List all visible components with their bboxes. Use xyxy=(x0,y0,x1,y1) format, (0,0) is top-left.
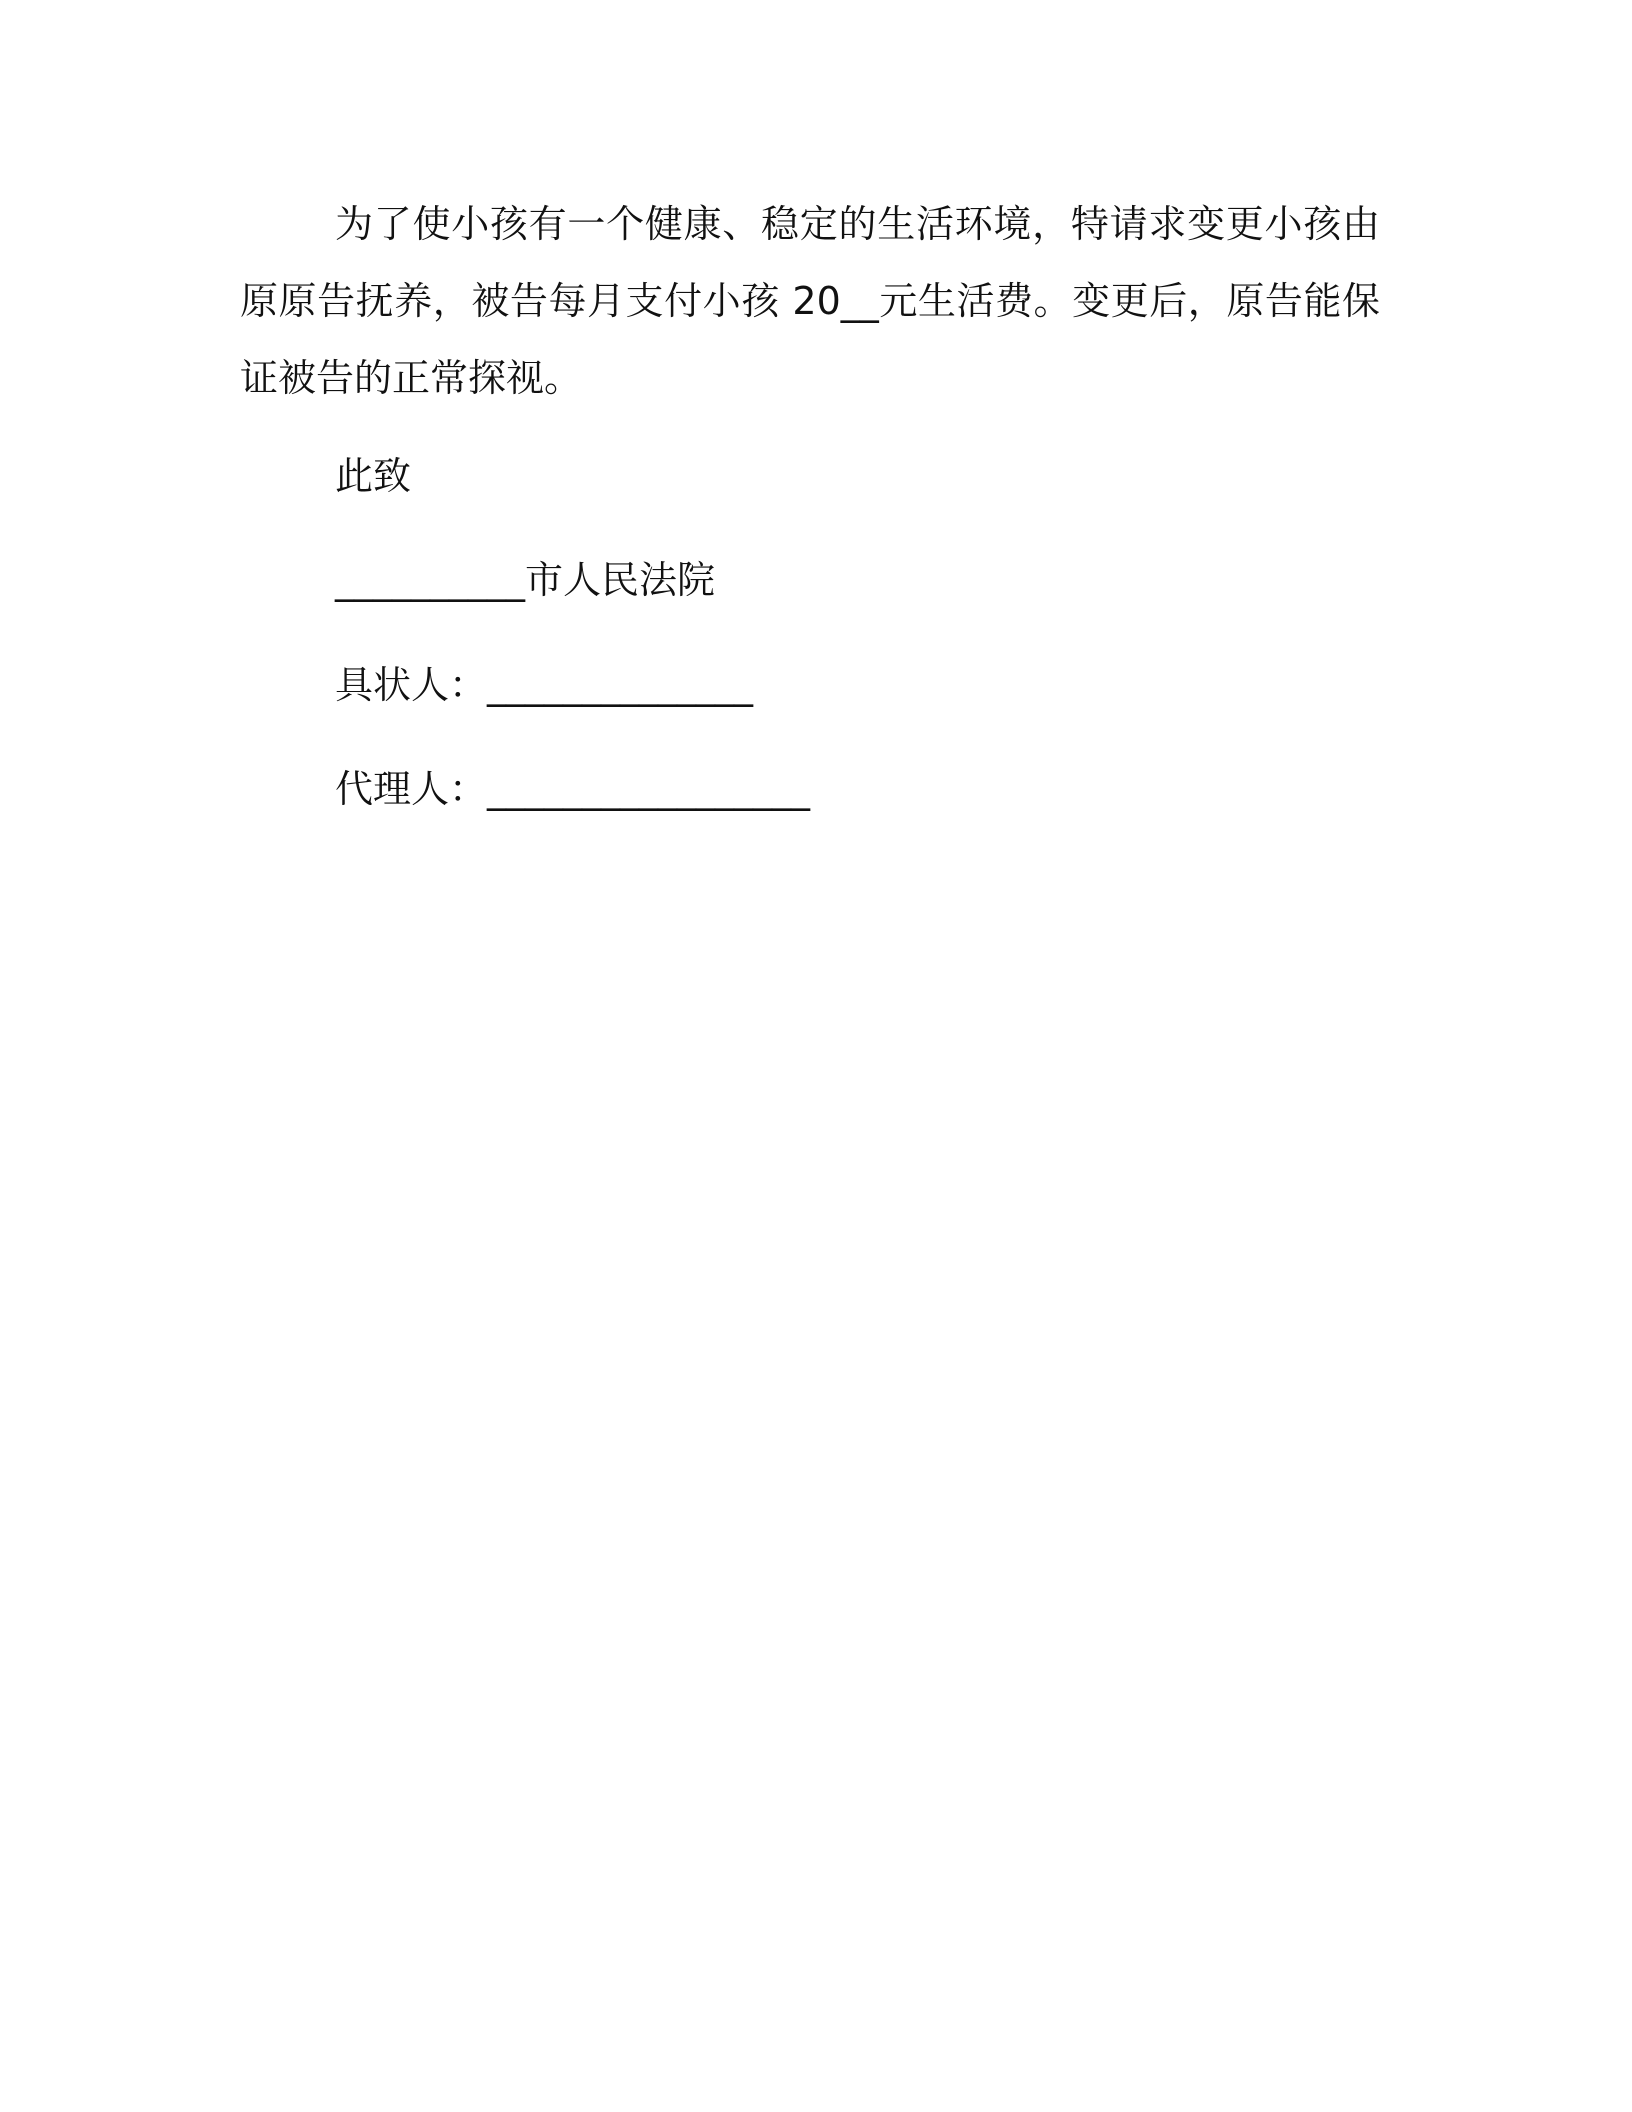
agent-line: 代理人：_________________ xyxy=(335,767,811,811)
salutation: 此致 xyxy=(335,454,412,498)
request-paragraph: 为了使小孩有一个健康、稳定的生活环境，特请求变更小孩由原原告抚养，被告每月支付小孩 20__元生活费。变更后，原告能保证被告的正常探视。 xyxy=(240,202,1380,400)
signer-line: 具状人：______________ xyxy=(335,663,754,707)
court-line: __________市人民法院 xyxy=(335,558,716,602)
